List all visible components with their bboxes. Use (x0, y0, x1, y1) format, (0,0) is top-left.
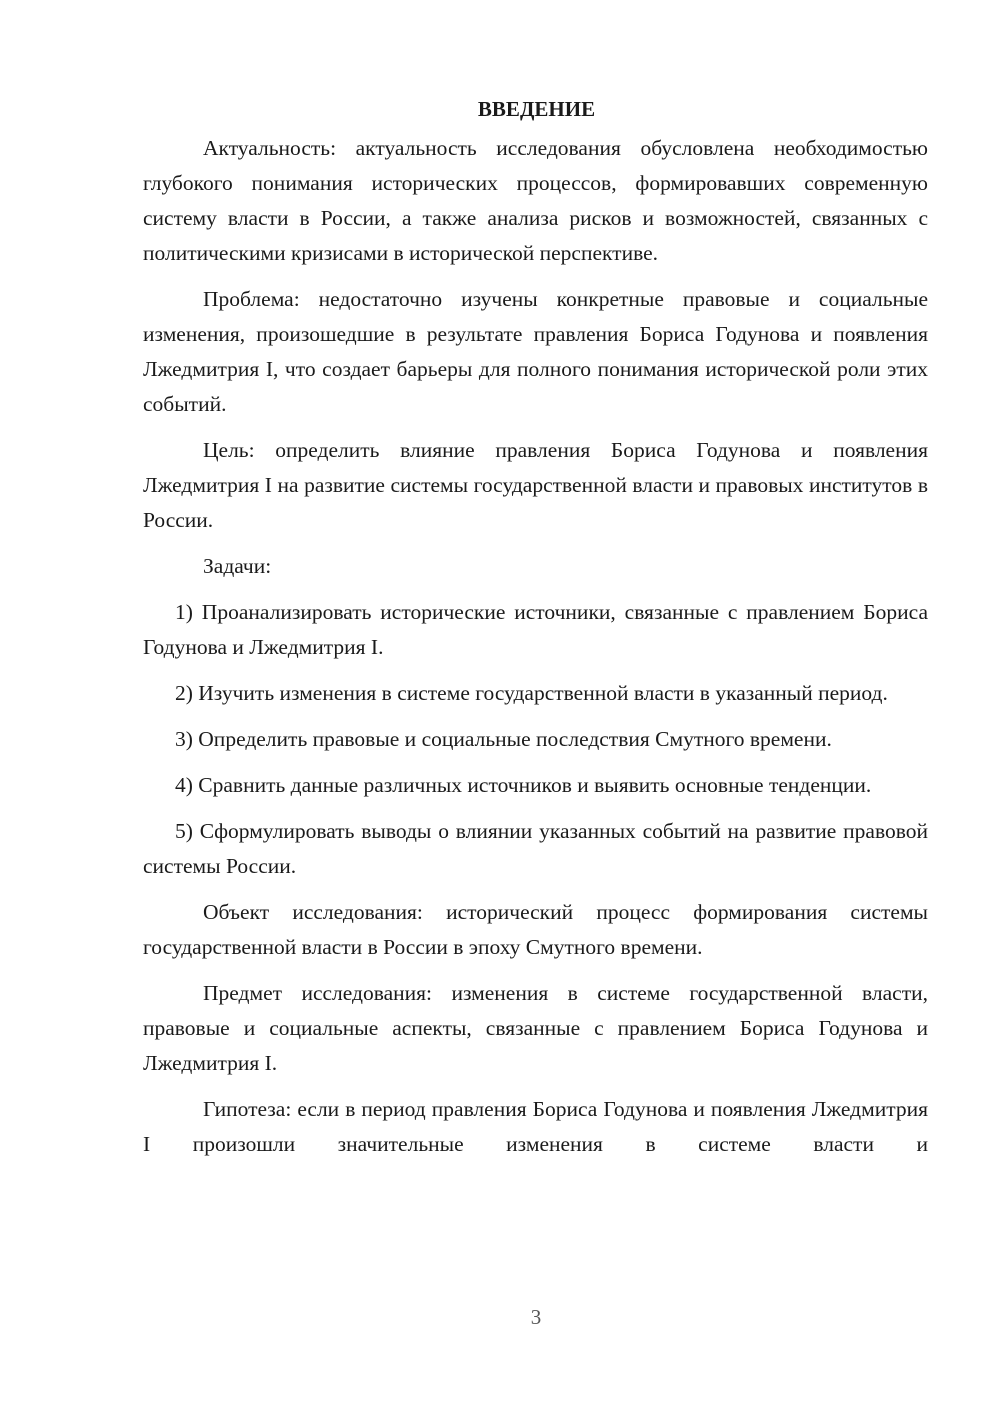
goal-paragraph: Цель: определить влияние правления Бориса Годунова и появления Лжедмитрия I на развитие системы государственной власти и правовых институтов в России. (143, 438, 928, 532)
page-title: ВВЕДЕНИЕ (477, 97, 596, 121)
relevance-paragraph: Актуальность: актуальность исследования обусловлена необходимостью глубокого понимания исторических процессов, формировавших современную систему власти в России, а также анализа рисков и возможностей, связанных с политическими кризисами в исторической перспективе. (143, 136, 928, 265)
task-item-1: 1) Проанализировать исторические источники, связанные с правлением Бориса Годунова и Лжедмитрия I. (143, 600, 928, 659)
tasks-label: Задачи: (203, 554, 272, 578)
task-item-4: 4) Сравнить данные различных источников и выявить основные тенденции. (175, 773, 872, 797)
subject-paragraph: Предмет исследования: изменения в системе государственной власти, правовые и социальные аспекты, связанные с правлением Бориса Годунова и Лжедмитрия I. (143, 981, 928, 1075)
document-page (143, 92, 928, 1173)
task-item-5: 5) Сформулировать выводы о влиянии указанных событий на развитие правовой системы России. (143, 819, 928, 878)
page-number: 3 (530, 1305, 542, 1329)
task-item-2: 2) Изучить изменения в системе государственной власти в указанный период. (175, 681, 888, 705)
problem-paragraph: Проблема: недостаточно изучены конкретные правовые и социальные изменения, произошедшие в результате правления Бориса Годунова и появления Лжедмитрия I, что создает барьеры для полного понимания исторической роли этих событий. (143, 287, 928, 416)
task-item-3: 3) Определить правовые и социальные последствия Смутного времени. (175, 727, 832, 751)
hypothesis-paragraph: Гипотеза: если в период правления Бориса Годунова и появления Лжедмитрия I произошли значительные изменения в системе власти и (143, 1097, 928, 1156)
object-paragraph: Объект исследования: исторический процесс формирования системы государственной власти в России в эпоху Смутного времени. (143, 900, 928, 959)
